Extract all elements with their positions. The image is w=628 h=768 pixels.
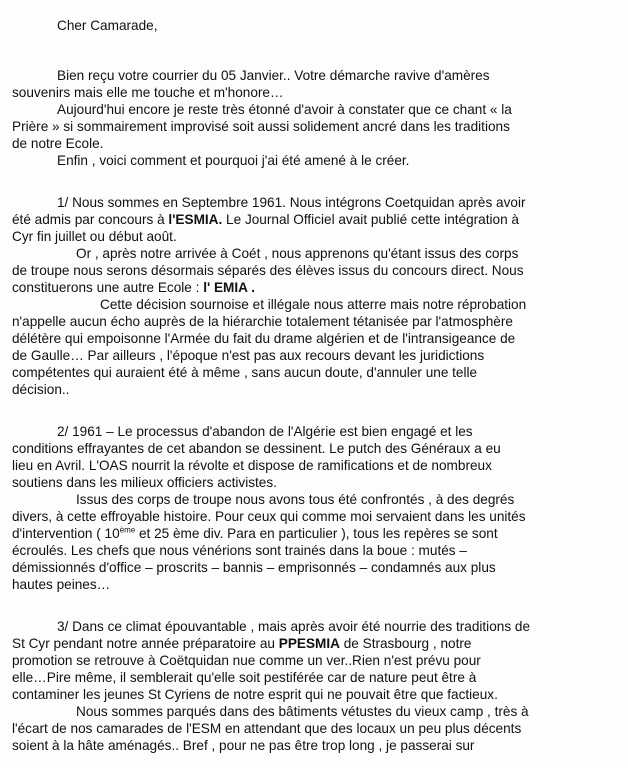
s1-line-9: délétère qui empoisonne l'Armée du fait du drame algérien et de l'intransigeance de bbox=[12, 331, 516, 346]
s1-line-7: Cette décision sournoise et illégale nous atterre mais notre réprobation bbox=[100, 297, 527, 312]
s3-line-1: 3/ Dans ce climat épouvantable , mais après avoir été nourrie des traditions de bbox=[57, 619, 531, 634]
s1-line-6: constituerons une autre Ecole : l' EMIA . bbox=[12, 280, 256, 295]
salutation: Cher Camarade, bbox=[57, 18, 158, 33]
intro-line-1: Bien reçu votre courrier du 05 Janvier.. Votre démarche ravive d'amères bbox=[57, 68, 490, 83]
superscript-eme: ème bbox=[119, 525, 136, 535]
intro-line-4: Prière » si sommairement improvisé soit aussi solidement ancré dans les traditions bbox=[12, 119, 510, 134]
intro-line-5: de notre Ecole. bbox=[12, 136, 104, 151]
s1-line-5: de troupe nous serons désormais séparés des élèves issus du concours direct. Nous bbox=[12, 263, 524, 278]
s3-line-7: l'écart de nos camarades de l'ESM en attendant que des locaux un peu plus décents bbox=[12, 721, 522, 736]
s1-line-3: Cyr fin juillet ou début août. bbox=[12, 229, 177, 244]
s2-line-2: conditions effrayantes de cet abandon se dessinent. Le putch des Généraux a eu bbox=[12, 441, 501, 456]
intro-line-3: Aujourd'hui encore je reste très étonné d'avoir à constater que ce chant « la bbox=[57, 102, 512, 117]
s2-line-8: écroulés. Les chefs que nous vénérions sont trainés dans la boue : mutés – bbox=[12, 543, 467, 558]
s3-line-2: St Cyr pendant notre année préparatoire au PPESMIA de Strasbourg , notre bbox=[12, 636, 472, 651]
esmia-bold: l'ESMIA. bbox=[168, 212, 223, 227]
s1-line-8: n'appelle aucun écho auprès de la hiérarchie totalement tétanisée par l'atmosphère bbox=[12, 314, 513, 329]
s3-line-4: elle…Pire même, il semblerait qu'elle soit pestiférée car de nature peut être à bbox=[12, 670, 477, 685]
s3-line-8: soient à la hâte aménagés.. Bref , pour ne pas être trop long , je passerai sur bbox=[12, 738, 475, 753]
s1-line-10: de Gaulle… Par ailleurs , l'époque n'est pas aux recours devant les juridictions bbox=[12, 348, 485, 363]
s2-line-6: divers, à cette effroyable histoire. Pour ceux qui comme moi servaient dans les unités bbox=[12, 509, 526, 524]
ppesmia-bold: PPESMIA bbox=[278, 636, 340, 651]
s1-line-11: compétentes qui auraient été à même , sans aucun doute, d'annuler une telle bbox=[12, 365, 478, 380]
s3-line-6: Nous sommes parqués dans des bâtiments vétustes du vieux camp , très à bbox=[76, 704, 529, 719]
s3-line-3: promotion se retrouve à Coëtquidan nue comme un ver..Rien n'est prévu pour bbox=[12, 653, 481, 668]
intro-line-2: souvenirs mais elle me touche et m'honore… bbox=[12, 85, 284, 100]
s3-line-5: contaminer les jeunes St Cyriens de notre esprit qui ne pouvait être que factieux. bbox=[12, 687, 498, 702]
s2-line-4: soutiens dans les milieux officiers activistes. bbox=[12, 475, 277, 490]
s2-line-10: hautes peines… bbox=[12, 577, 111, 592]
s2-line-7: d'intervention ( 10ème et 25 ème div. Para en particulier ), tous les repères se sont bbox=[12, 525, 498, 541]
s2-line-1: 2/ 1961 – Le processus d'abandon de l'Algérie est bien engagé et les bbox=[57, 424, 473, 439]
s1-line-2: été admis par concours à l'ESMIA. Le Journal Officiel avait publié cette intégration à bbox=[12, 212, 519, 227]
emia-bold: l' EMIA . bbox=[203, 280, 256, 295]
intro-line-6: Enfin , voici comment et pourquoi j'ai été amené à le créer. bbox=[57, 153, 410, 168]
s2-line-9: démissionnés d'office – proscrits – bannis – emprisonnés – condamnés aux plus bbox=[12, 560, 496, 575]
s2-line-3: lieu en Avril. L'OAS nourrit la révolte et dispose de ramifications et de nombreux bbox=[12, 458, 492, 473]
s1-line-1: 1/ Nous sommes en Septembre 1961. Nous intégrons Coetquidan après avoir bbox=[57, 195, 526, 210]
s2-line-5: Issus des corps de troupe nous avons tous été confrontés , à des degrés bbox=[76, 492, 515, 507]
s1-line-12: décision.. bbox=[12, 382, 70, 397]
s1-line-4: Or , après notre arrivée à Coét , nous apprenons qu'étant issus des corps bbox=[76, 246, 519, 261]
